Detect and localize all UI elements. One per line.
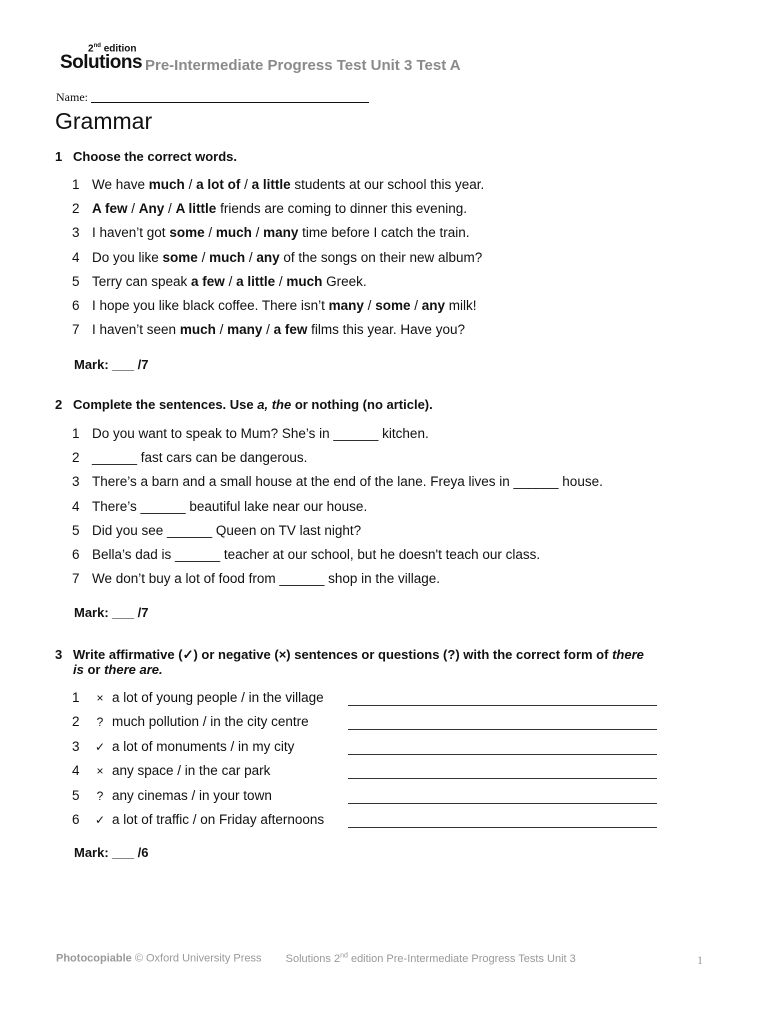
word-choice[interactable]: Any (138, 201, 165, 217)
prompt-text: any cinemas / in your town (112, 787, 272, 803)
footer (56, 952, 576, 965)
q1-mark: Mark: ___ /7 (74, 357, 149, 372)
sentence-text: friends are coming to dinner this evening. (216, 201, 467, 217)
name-field[interactable] (56, 90, 369, 105)
word-choice[interactable]: many (227, 322, 263, 338)
sentence-text: milk! (445, 298, 477, 313)
page-number: 1 (697, 953, 703, 967)
q1-item (72, 201, 467, 216)
copyright: © Oxford University Press (131, 952, 262, 965)
item-number: 2 (72, 714, 80, 730)
sentence-text: / (224, 273, 237, 289)
word-choice[interactable]: a little (236, 273, 276, 289)
sentence-text: Do you want to speak to Mum? She’s in ______ kitchen. (92, 426, 429, 441)
answer-line[interactable] (348, 778, 657, 779)
item-number: 1 (72, 690, 80, 705)
cross-icon: × (96, 691, 104, 705)
sentence-text: I haven’t got (92, 225, 170, 241)
q1-item (72, 274, 367, 289)
q3-item (72, 739, 294, 754)
sentence-text: Did you see ______ Queen on TV last night? (92, 522, 362, 538)
q1-item (72, 322, 465, 337)
sentence-text: films this year. Have you? (307, 322, 465, 338)
word-choice[interactable]: much (209, 249, 246, 265)
sentence-text: Do you like (92, 249, 163, 265)
answer-line[interactable] (348, 827, 657, 828)
item-number: 5 (72, 787, 80, 803)
prompt-text: a lot of monuments / in my city (112, 738, 295, 754)
q2-item[interactable] (72, 450, 307, 465)
sentence-text: / (245, 249, 257, 265)
word-choice[interactable]: a few (273, 322, 308, 338)
item-number: 2 (72, 450, 80, 466)
series-label: Solutions 2nd edition Pre-Intermediate Progress Tests Unit 3 (285, 952, 576, 965)
sentence-text: Terry can speak (92, 273, 192, 289)
q2-item[interactable] (72, 426, 429, 441)
answer-line[interactable] (348, 803, 657, 804)
sentence-text: We have (92, 177, 149, 192)
item-number: 4 (72, 763, 80, 779)
q1-number: 1 (55, 149, 63, 164)
word-choice[interactable]: A little (175, 201, 217, 217)
section-title: Grammar (55, 108, 153, 134)
q3-number: 3 (55, 647, 63, 662)
word-choice[interactable]: a lot of (196, 177, 241, 192)
item-number: 2 (72, 201, 80, 217)
item-number: 1 (72, 177, 80, 192)
sentence-text: / (197, 249, 210, 265)
question-icon: ? (96, 788, 104, 803)
word-choice[interactable]: many (263, 225, 299, 241)
item-number: 7 (72, 571, 80, 587)
sentence-text: ______ fast cars can be dangerous. (92, 450, 308, 466)
q2-instruction: Complete the sentences. Use a, the or nothing (no article). (73, 397, 433, 412)
q1-instruction: Choose the correct words. (73, 149, 237, 164)
word-choice[interactable]: some (169, 225, 205, 241)
q2-number: 2 (55, 397, 63, 412)
sentence-text: / (251, 225, 264, 241)
q2-heading (55, 397, 655, 415)
q1-item (72, 225, 470, 240)
q3-item (72, 690, 324, 705)
sentence-text: Bella’s dad is ______ teacher at our school, but he doesn't teach our class. (92, 547, 541, 562)
sentence-text: students at our school this year. (290, 177, 485, 192)
word-choice[interactable]: a little (251, 177, 291, 192)
edition-label: 2nd edition (88, 43, 137, 55)
q3-instruction-line1: Write affirmative (✓) or negative (×) sentences or questions (?) with the correct form of there (73, 647, 644, 662)
q3-item (72, 812, 324, 827)
sentence-text: / (127, 201, 139, 217)
word-choice[interactable]: A few (92, 201, 128, 217)
sentence-text: time before I catch the train. (298, 225, 470, 241)
cross-icon: × (96, 764, 104, 779)
item-number: 6 (72, 812, 80, 827)
q2-item[interactable] (72, 499, 367, 514)
sentence-text: / (240, 177, 252, 192)
q1-heading (55, 149, 655, 167)
photocopiable-label: Photocopiable (56, 952, 132, 965)
q3-item (72, 788, 272, 803)
q3-heading (55, 647, 715, 681)
item-number: 6 (72, 547, 80, 562)
item-number: 3 (72, 738, 80, 754)
sentence-text: There’s ______ beautiful lake near our house. (92, 498, 368, 514)
q3-item (72, 714, 309, 729)
sentence-text: / (410, 298, 422, 313)
item-number: 6 (72, 298, 80, 313)
word-choice[interactable]: some (162, 249, 198, 265)
item-number: 3 (72, 225, 80, 241)
sentence-text: of the songs on their new album? (279, 249, 483, 265)
item-number: 5 (72, 273, 80, 289)
q3-item (72, 763, 270, 778)
word-choice[interactable]: a few (191, 273, 225, 289)
prompt-text: much pollution / in the city centre (112, 714, 309, 730)
item-number: 5 (72, 522, 80, 538)
tick-icon: ✓ (94, 739, 106, 754)
q2-item[interactable] (72, 547, 540, 562)
word-choice[interactable]: any (256, 249, 280, 265)
prompt-text: any space / in the car park (112, 763, 271, 779)
sentence-text: I hope you like black coffee. There isn’t (92, 298, 329, 313)
answer-line[interactable] (348, 754, 657, 755)
word-choice[interactable]: any (421, 298, 445, 313)
item-number: 7 (72, 322, 80, 338)
q3-mark: Mark: ___ /6 (74, 845, 149, 860)
prompt-text: a lot of traffic / on Friday afternoons (112, 812, 325, 827)
word-choice[interactable]: much (215, 225, 252, 241)
sentence-text: / (164, 201, 176, 217)
prompt-text: a lot of young people / in the village (112, 690, 324, 705)
sentence-text: / (215, 322, 228, 338)
word-choice[interactable]: much (179, 322, 216, 338)
tick-icon: ✓ (94, 813, 106, 827)
sentence-text: There’s a barn and a small house at the end of the lane. Freya lives in ______ house. (92, 474, 603, 490)
sentence-text: / (184, 177, 197, 192)
item-number: 4 (72, 249, 80, 265)
q1-item (72, 250, 482, 265)
name-label: Name: (56, 90, 88, 104)
q2-mark: Mark: ___ /7 (74, 605, 149, 620)
sentence-text: / (275, 273, 287, 289)
sentence-text: / (363, 298, 376, 313)
question-icon: ? (96, 715, 104, 730)
sentence-text: / (204, 225, 216, 241)
word-choice[interactable]: much (286, 273, 323, 289)
item-number: 4 (72, 498, 80, 514)
word-choice[interactable]: much (148, 177, 185, 192)
test-title: Pre-Intermediate Progress Test Unit 3 Test A (145, 57, 461, 74)
brand-name: Solutions (60, 52, 143, 73)
sentence-text: We don’t buy a lot of food from ______ shop in the village. (92, 571, 440, 587)
q2-item[interactable] (72, 523, 361, 538)
name-underline[interactable] (91, 102, 369, 103)
answer-line[interactable] (348, 705, 657, 706)
word-choice[interactable]: some (375, 298, 411, 313)
sentence-text: / (262, 322, 274, 338)
q1-item (72, 298, 477, 313)
q3-instruction-line2: is or there are. (73, 662, 163, 677)
answer-line[interactable] (348, 729, 657, 730)
item-number: 3 (72, 474, 80, 490)
item-number: 1 (72, 426, 80, 441)
q1-item (72, 177, 484, 192)
sentence-text: I haven’t seen (92, 322, 180, 338)
word-choice[interactable]: many (328, 298, 364, 313)
q2-item[interactable] (72, 571, 440, 586)
q2-item[interactable] (72, 474, 603, 489)
sentence-text: Greek. (322, 273, 367, 289)
